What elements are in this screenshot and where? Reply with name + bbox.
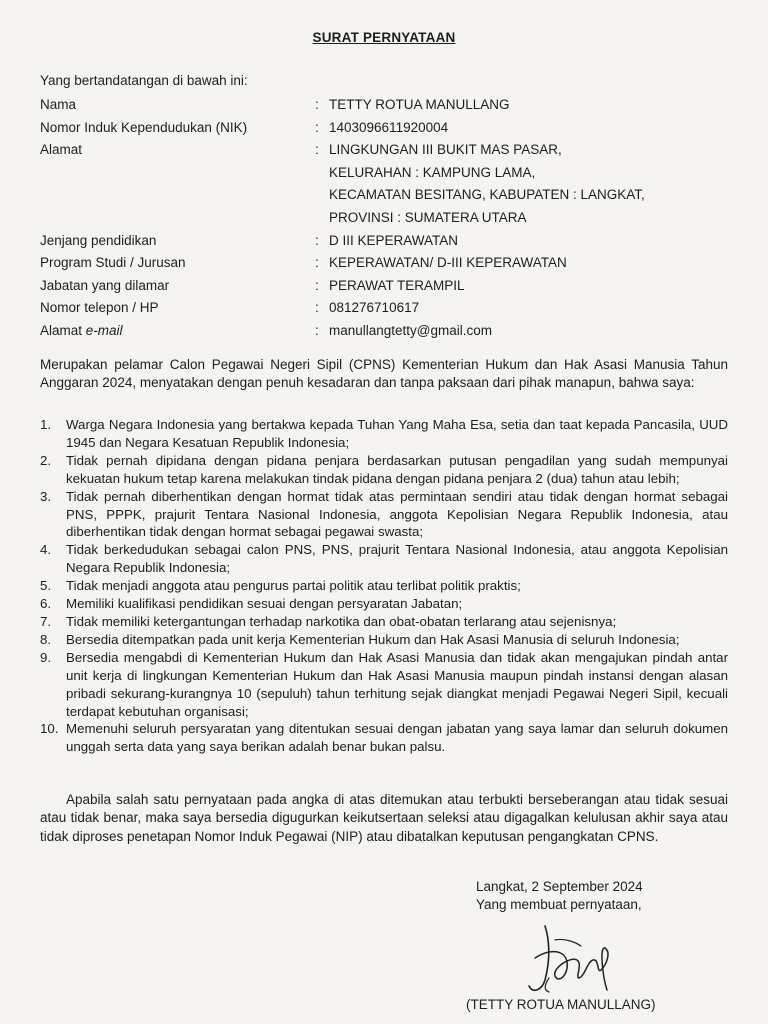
signature-block <box>476 878 643 914</box>
field-row-phone <box>40 297 730 320</box>
field-label: Alamat <box>40 142 83 157</box>
statement-text: Tidak menjadi anggota atau pengurus partai politik atau terlibat politik praktis; <box>66 578 521 594</box>
field-row-education <box>40 230 730 253</box>
statement-text: Memenuhi seluruh persyaratan yang ditentukan sesuai dengan jabatan yang saya lamar dan seluruh dokumen unggah serta data yang saya berikan adalah benar bukan palsu. <box>66 721 728 755</box>
statement-number: 6. <box>40 596 52 612</box>
statement-item <box>40 452 728 488</box>
declaration-paragraph: Merupakan pelamar Calon Pegawai Negeri Sipil (CPNS) Kementerian Hukum dan Hak Asasi Manusia Tahun Anggaran 2024, menyatakan dengan penuh kesadaran dan tanpa paksaan dari pihak manapun, bahwa saya: <box>40 357 728 391</box>
statement-text: Tidak pernah diberhentikan dengan hormat tidak atas permintaan sendiri atau tidak dengan hormat sebagai PNS, PPPK, prajurit Tentara Nasional Indonesia, anggota Kepolisian Negara Republik Indonesia, atau diberhentikan tidak dengan hormat sebagai pegawai swasta; <box>66 488 728 540</box>
statement-item <box>40 631 728 649</box>
field-colon: : <box>315 119 319 135</box>
field-label: Jabatan yang dilamar <box>40 277 170 293</box>
field-label: Nomor Induk Kependudukan (NIK) <box>40 119 248 135</box>
statement-number: 5. <box>40 578 52 594</box>
field-value-address <box>329 139 730 230</box>
field-colon: : <box>315 255 319 271</box>
statement-item <box>40 416 728 452</box>
field-value-position: PERAWAT TERAMPIL <box>329 277 465 293</box>
field-label: Jenjang pendidikan <box>40 232 157 248</box>
field-label-prefix: Alamat <box>40 322 86 338</box>
statement-text: Bersedia mengabdi di Kementerian Hukum dan Hak Asasi Manusia dan tidak akan mengajukan pindah antar unit kerja di lingkungan Kementerian Hukum dan Hak Asasi Manusia maupun pindah instansi dengan alasan pribadi sekurang-kurangnya 10 (sepuluh) tahun terhitung sejak diangkat menjadi Pegawai Negeri Sipil, kecuali terdapat kebutuhan organisasi; <box>66 649 728 719</box>
field-value-name: TETTY ROTUA MANULLANG <box>329 97 510 112</box>
statement-text: Warga Negara Indonesia yang bertakwa kepada Tuhan Yang Maha Esa, setia dan taat kepada Pancasila, UUD 1945 dan Negara Kesatuan Republik Indonesia; <box>66 417 728 450</box>
intro-text: Yang bertandatangan di bawah ini: <box>40 73 248 88</box>
field-value-education: D III KEPERAWATAN <box>329 232 459 248</box>
field-colon: : <box>315 142 319 157</box>
statement-item <box>40 577 728 595</box>
signer-name: (TETTY ROTUA MANULLANG) <box>466 997 656 1012</box>
statement-number: 2. <box>40 452 52 468</box>
field-label <box>40 320 315 343</box>
statement-number: 9. <box>40 649 52 665</box>
field-colon: : <box>315 232 319 248</box>
statement-number: 1. <box>40 417 52 432</box>
field-row-position <box>40 275 730 298</box>
statement-number: 8. <box>40 631 52 647</box>
field-label: Program Studi / Jurusan <box>40 255 186 271</box>
statement-number: 4. <box>40 542 52 558</box>
field-label: Nomor telepon / HP <box>40 300 159 316</box>
statement-item <box>40 541 728 577</box>
statement-list <box>40 416 728 756</box>
handwritten-signature <box>515 918 625 998</box>
address-line: KELURAHAN : KAMPUNG LAMA, <box>329 164 536 180</box>
statement-number: 3. <box>40 488 52 504</box>
document-title: SURAT PERNYATAAN <box>312 30 456 45</box>
statement-text: Bersedia ditempatkan pada unit kerja Kementerian Hukum dan Hak Asasi Manusia di seluruh Indonesia; <box>66 631 680 647</box>
field-value-email: manullangtetty@gmail.com <box>329 322 493 338</box>
field-colon: : <box>315 322 319 338</box>
maker-label: Yang membuat pernyataan, <box>476 897 642 912</box>
address-line: KECAMATAN BESITANG, KABUPATEN : LANGKAT, <box>329 187 645 203</box>
address-line: PROVINSI : SUMATERA UTARA <box>329 210 527 226</box>
field-row-nik <box>40 117 730 140</box>
field-row-email <box>40 320 730 343</box>
field-colon: : <box>315 97 319 112</box>
statement-text: Tidak pernah dipidana dengan pidana penjara berdasarkan putusan pengadilan yang sudah mempunyai kekuatan hukum tetap karena melakukan tindak pidana dengan pidana penjara 2 (dua) tahun atau lebih; <box>66 452 728 486</box>
field-row-name <box>40 94 730 117</box>
field-label: Nama <box>40 97 77 112</box>
field-colon: : <box>315 277 319 293</box>
field-value-program: KEPERAWATAN/ D-III KEPERAWATAN <box>329 255 567 271</box>
statement-item <box>40 613 728 631</box>
field-colon: : <box>315 300 319 316</box>
field-row-address <box>40 139 730 230</box>
field-value-phone: 081276710617 <box>329 300 420 316</box>
statement-text: Tidak berkedudukan sebagai calon PNS, PNS, prajurit Tentara Nasional Indonesia, atau anggota Kepolisian Negara Republik Indonesia; <box>66 542 728 576</box>
statement-text: Memiliki kualifikasi pendidikan sesuai dengan persyaratan Jabatan; <box>66 596 463 612</box>
place-date: Langkat, 2 September 2024 <box>476 879 643 894</box>
address-line: LINGKUNGAN III BUKIT MAS PASAR, <box>329 142 562 157</box>
statement-item <box>40 720 728 756</box>
closing-paragraph: Apabila salah satu pernyataan pada angka di atas ditemukan atau terbukti berseberangan atau tidak sesuai atau tidak benar, maka saya bersedia digugurkan keikutsertaan seleksi atau digagalkan kelulusan akhir saya atau tidak diproses penetapan Nomor Induk Pegawai (NIP) atau dibatalkan keputusan pengangkatan CPNS. <box>40 792 728 844</box>
field-row-program <box>40 252 730 275</box>
statement-text: Tidak memiliki ketergantungan terhadap narkotika dan obat-obatan terlarang atau sejenisnya; <box>66 613 617 629</box>
statement-item <box>40 595 728 613</box>
statement-item <box>40 649 728 721</box>
statement-number: 7. <box>40 613 52 629</box>
identity-fields <box>40 94 730 342</box>
field-value-nik: 1403096611920004 <box>329 119 449 135</box>
field-label-em: e-mail <box>85 322 123 338</box>
statement-number: 10. <box>40 721 59 737</box>
statement-item <box>40 488 728 542</box>
